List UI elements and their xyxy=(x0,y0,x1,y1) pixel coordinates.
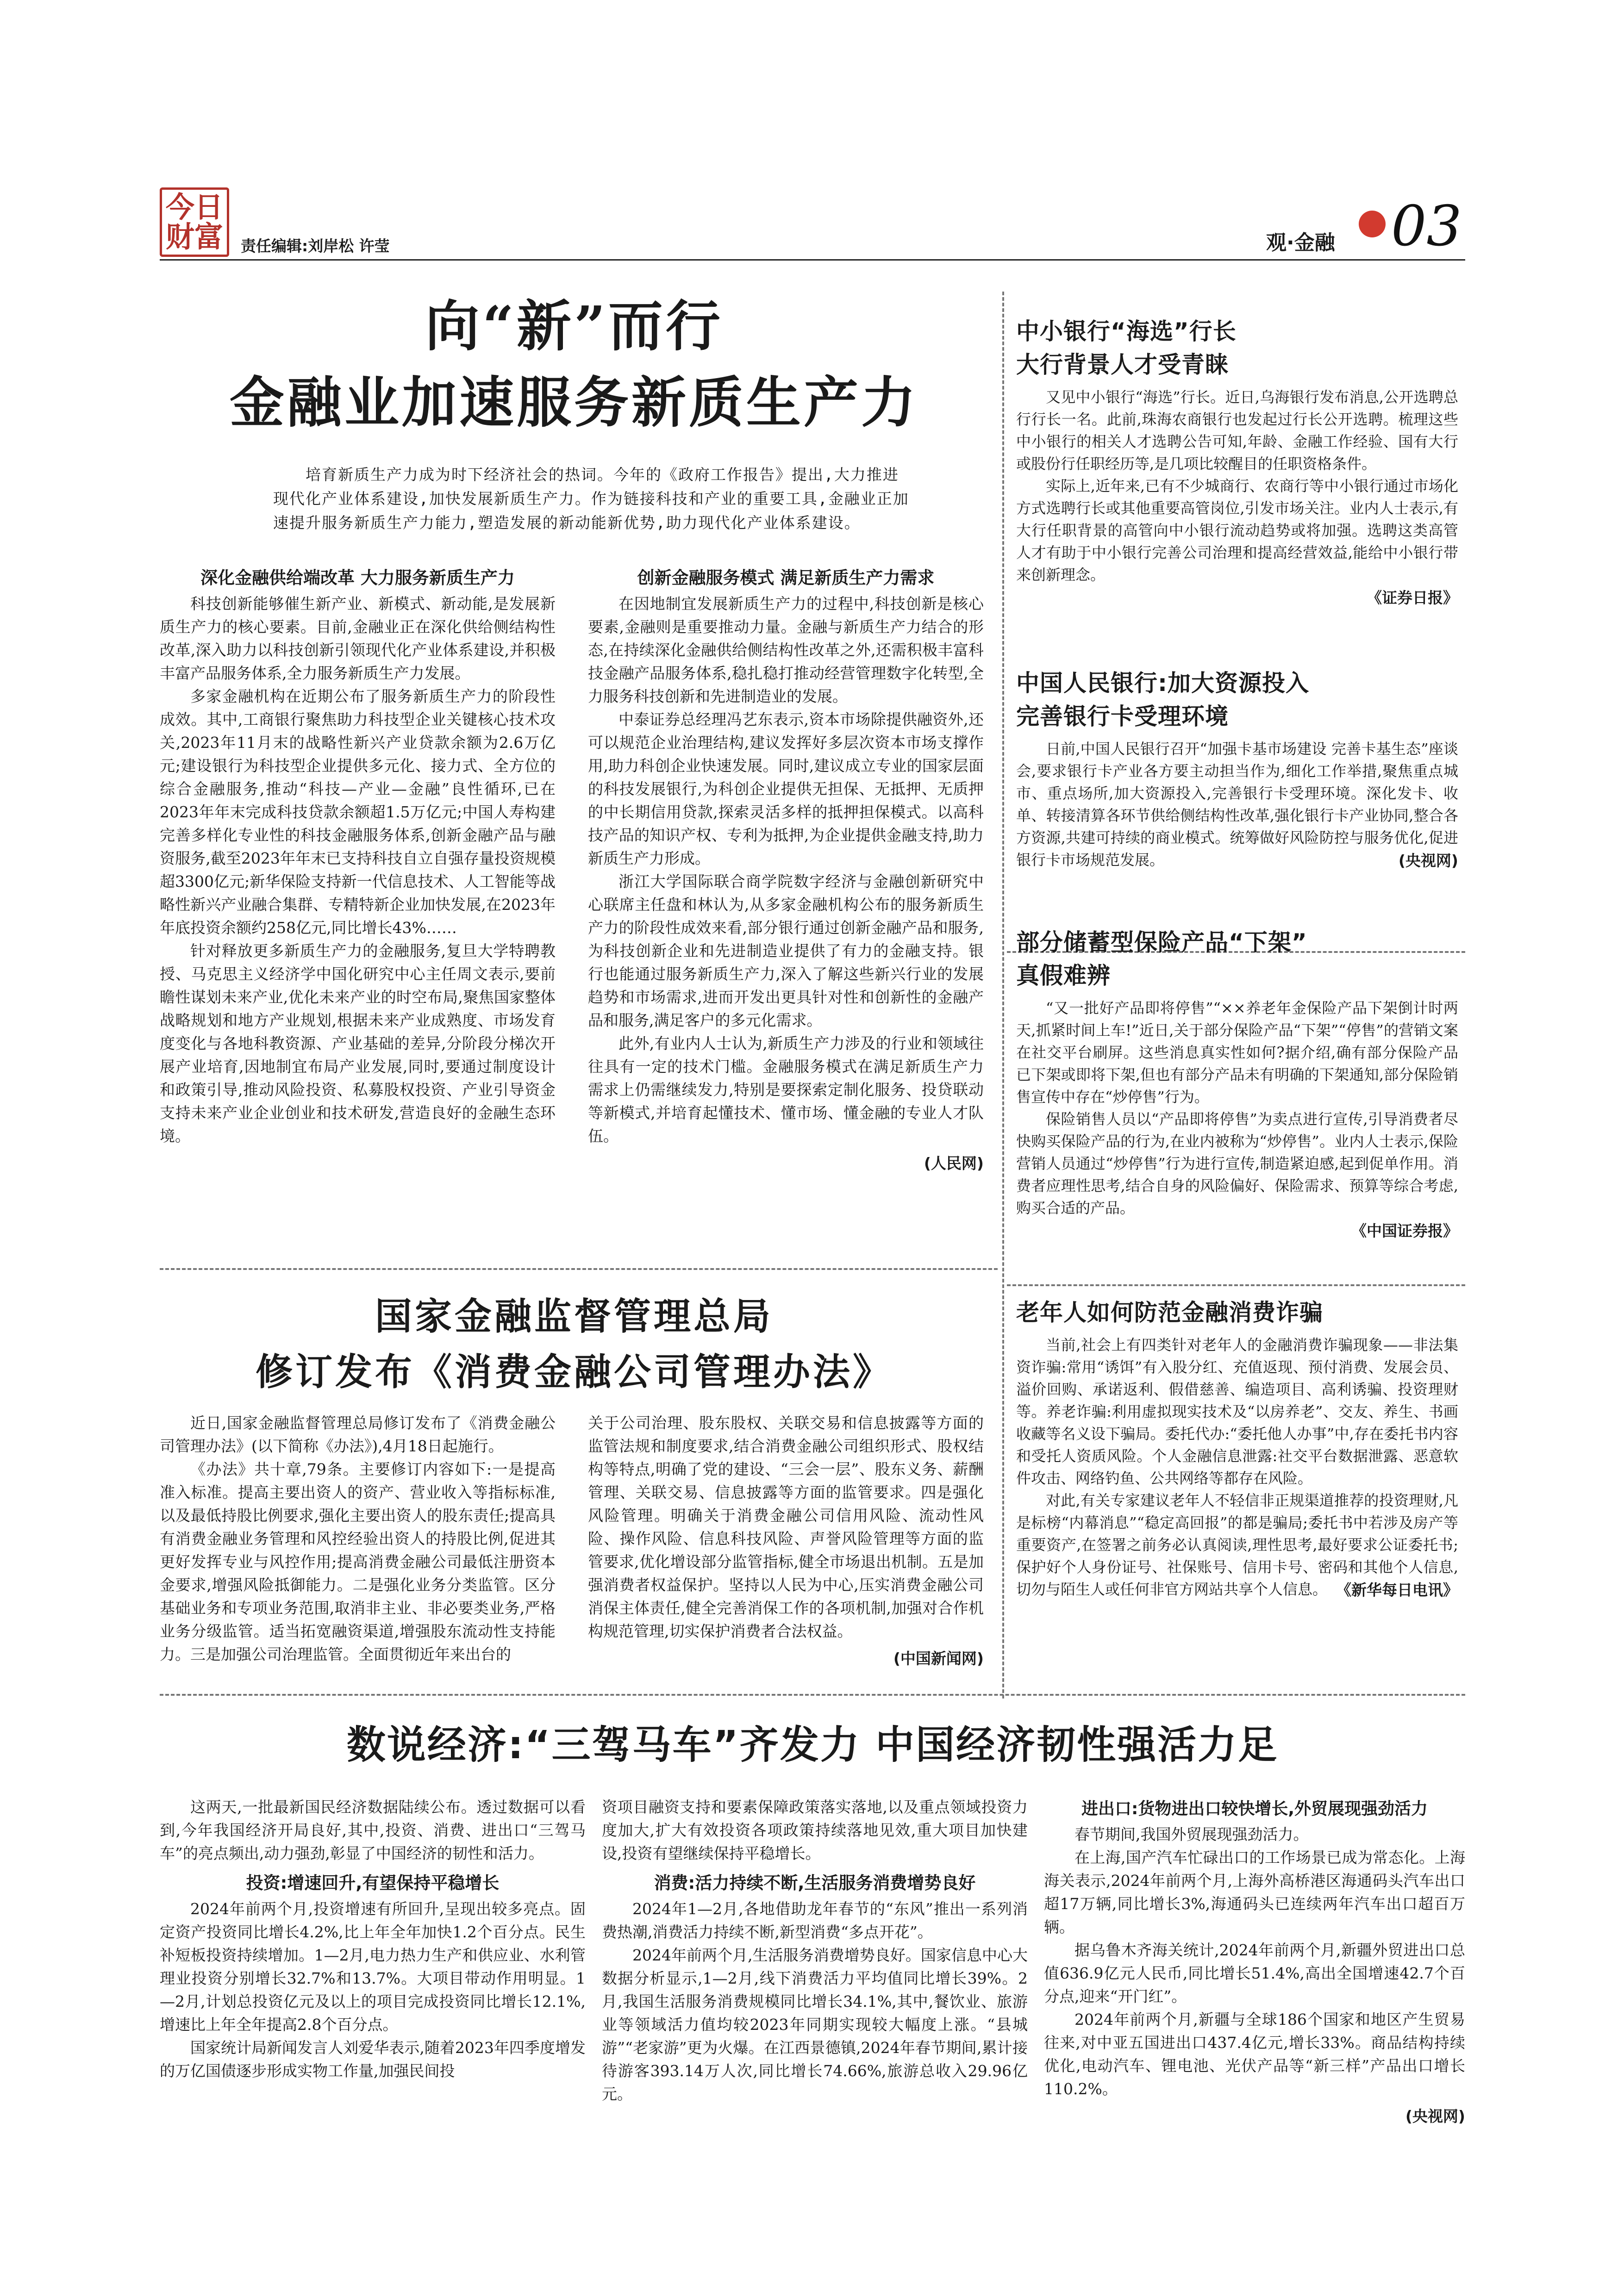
paragraph: 针对释放更多新质生产力的金融服务,复旦大学特聘教授、马克思主义经济学中国化研究中心主任周文表示,要前瞻性谋划未来产业,优化未来产业的时空布局,聚焦国家整体战略规划和地方产业规划,根据未来产业成熟度、市场发育度变化与各地科教资源、产业基础的差异,分阶段分梯次开展产业培育,因地制宜布局产业发展,同时,要通过制度设计和政策引导,推动风险投资、私募股权投资、产业引导资金支持未来产业企业创业和技术研发,营造良好的金融生态环境。 xyxy=(160,942,556,1145)
sidebar-article-1 xyxy=(1016,315,1458,608)
article-source: 《中国证券报》 xyxy=(1351,1222,1458,1240)
regulation-title-2: 修订发布《消费金融公司管理办法》 xyxy=(256,1350,893,1394)
article-source: (央视网) xyxy=(1398,852,1458,870)
paragraph: 2024年1—2月,各地借助龙年春节的“东风”推出一系列消费热潮,消费活力持续不断,新型消费“多点开花”。 xyxy=(602,1900,1028,1941)
article-title-line: 大行背景人才受青睐 xyxy=(1016,351,1229,378)
section-label: 观·金融 xyxy=(1266,231,1335,255)
article-title-line: 真假难辨 xyxy=(1016,962,1111,989)
article-title-line: 部分储蓄型保险产品“下架” xyxy=(1016,929,1307,956)
paragraph: 保险销售人员以“产品即将停售”为卖点进行宣传,引导消费者尽快购买保险产品的行为,在业内被称为“炒停售”。业内人士表示,保险营销人员通过“炒停售”行为进行宣传,制造紧迫感,起到促单作用。消费者应理性思考,结合自身的风险偏好、保险需求、预算等综合考虑,购买合适的产品。 xyxy=(1016,1110,1458,1217)
paragraph: 又见中小银行“海选”行长。近日,乌海银行发布消息,公开选聘总行行长一名。此前,珠海农商银行也发起过行长公开选聘。梳理这些中小银行的相关人才选聘公告可知,年龄、金融工作经验、国有大行或股份行任职经历等,是几项比较醒目的任职资格条件。 xyxy=(1016,388,1458,473)
paragraph: 2024年前两个月,生活服务消费增势良好。国家信息中心大数据分析显示,1—2月,线下消费活力平均值同比增长39%。2月,我国生活服务消费规模同比增长34.1%,其中,餐饮业、旅游业等领域活力值均较2023年同期实现较大幅度上涨。“县城游”“老家游”更为火爆。在江西景德镇,2024年春节期间,累计接待游客393.14万人次,同比增长74.66%,旅游总收入29.96亿元。 xyxy=(602,1946,1028,2103)
feature-source: (人民网) xyxy=(924,1154,984,1172)
economy-subheading: 进出口:货物进出口较快增长,外贸展现强劲活力 xyxy=(1081,1799,1428,1818)
paragraph: 当前,社会上有四类针对老年人的金融消费诈骗现象——非法集资诈骗:常用“诱饵”有入股分红、充值返现、预付消费、发展会员、溢价回购、承诺返利、假借慈善、编造项目、高利诱骗、投资理财等。养老诈骗:利用虚拟现实技术及“以房养老”、交友、养生、书画收藏等名义设下骗局。委托代办:“委托他人办事”中,存在委托书内容和受托人资质风险。个人金融信息泄露:社交平台数据泄露、恶意软件攻击、网络钓鱼、公共网络等都存在风险。 xyxy=(1016,1336,1458,1487)
article-title-line: 中小银行“海选”行长 xyxy=(1016,318,1237,345)
paragraph: 中泰证券总经理冯艺东表示,资本市场除提供融资外,还可以规范企业治理结构,建议发挥好多层次资本市场支撑作用,助力科创企业快速发展。同时,建议成立专业的国家层面的科技发展银行,为科创企业提供无担保、无抵押、无质押的中长期信用贷款,探索灵活多样的抵押担保模式。以高科技产品的知识产权、专利为抵押,为企业提供金融支持,助力新质生产力形成。 xyxy=(588,710,984,867)
article-source: 《新华每日电讯》 xyxy=(1336,1581,1458,1599)
section-divider xyxy=(160,1268,998,1270)
logo-text: 今日财富 xyxy=(165,190,223,254)
economy-col2 xyxy=(602,1796,1028,2106)
paragraph: 关于公司治理、股东股权、关联交易和信息披露等方面的监管法规和制度要求,结合消费金融公司组织形式、股权结构等特点,明确了党的建设、“三会一层”、股东义务、薪酬管理、关联交易、信息披露等方面的监管要求。四是强化风险管理。明确关于消费金融公司信用风险、流动性风险、操作风险、信息科技风险、声誉风险管理等方面的监管要求,优化增设部分监管指标,健全市场退出机制。五是加强消费者权益保护。坚持以人民为中心,压实消费金融公司消保主体责任,健全完善消保工作的各项机制,加强对合作机构规范管理,切实保护消费者合法权益。 xyxy=(588,1414,984,1640)
paragraph: 在因地制宜发展新质生产力的过程中,科技创新是核心要素,金融则是重要推动力量。金融与新质生产力结合的形态,在持续深化金融供给侧结构性改革之外,还需积极丰富科技金融产品服务体系,稳扎稳打推动经营管理数字化转型,全力服务科技创新和先进制造业的发展。 xyxy=(588,595,984,705)
paragraph: 2024年前两个月,新疆与全球186个国家和地区产生贸易往来,对中亚五国进出口437.4亿元,增长33%。商品结构持续优化,电动汽车、锂电池、光伏产品等“新三样”产品出口增长110.2%。 xyxy=(1044,2010,1465,2098)
economy-title: 数说经济:“三驾马车”齐发力 中国经济韧性强活力足 xyxy=(346,1722,1279,1767)
article-title xyxy=(1016,926,1458,992)
paragraph: 国家统计局新闻发言人刘爱华表示,随着2023年四季度增发的万亿国债逐步形成实物工作量,加强民间投 xyxy=(160,2039,586,2080)
regulation-col2 xyxy=(588,1412,984,1668)
economy-subheading: 消费:活力持续不断,生活服务消费增势良好 xyxy=(654,1873,976,1893)
paragraph: 科技创新能够催生新产业、新模式、新动能,是发展新质生产力的核心要素。目前,金融业正在深化供给侧结构性改革,深入助力以科技创新引领现代化产业体系建设,并积极丰富产品服务体系,全力服务新质生产力发展。 xyxy=(160,595,556,682)
feature-intro: 培育新质生产力成为时下经济社会的热词。今年的《政府工作报告》提出,大力推进现代化产业体系建设,加快发展新质生产力。作为链接科技和产业的重要工具,金融业正加速提升服务新质生产力能力,塑造发展的新动能新优势,助力现代化产业体系建设。 xyxy=(273,466,909,532)
page-number: 03 xyxy=(1391,194,1462,259)
economy-source: (央视网) xyxy=(1405,2107,1465,2125)
sidebar-article-4 xyxy=(1016,1296,1458,1600)
article-title xyxy=(1016,315,1458,381)
paragraph: 多家金融机构在近期公布了服务新质生产力的阶段性成效。其中,工商银行聚焦助力科技型企业关键核心技术攻关,2023年11月末的战略性新兴产业贷款余额为2.6万亿元;建设银行为科技型企业提供多元化、接力式、全方位的综合金融服务,推动“科技—产业—金融”良性循环,已在2023年年末完成科技贷款余额超1.5万亿元;中国人寿构建完善多样化专业性的科技金融服务体系,创新金融产品与融资服务,截至2023年年末已支持科技自立自强存量投资规模超3300亿元;新华保险支持新一代信息技术、人工智能等战略性新兴产业融合集群、专精特新企业加快发展,在2023年年底投资余额约258亿元,同比增长43%…… xyxy=(160,687,556,937)
feature-col2-heading: 创新金融服务模式 满足新质生产力需求 xyxy=(637,568,935,588)
paragraph: 资项目融资支持和要素保障政策落实落地,以及重点领域投资力度加大,扩大有效投资各项政策持续落地见效,重大项目加快建设,投资有望继续保持平稳增长。 xyxy=(602,1798,1028,1862)
regulation-col1 xyxy=(160,1412,556,1666)
sidebar-article-2 xyxy=(1016,666,1458,871)
sidebar-article-3 xyxy=(1016,926,1458,1241)
feature-col1 xyxy=(160,564,556,1148)
economy-subheading: 投资:增速回升,有望保持平稳增长 xyxy=(246,1873,500,1893)
sidebar-divider xyxy=(1007,1284,1465,1286)
paragraph: 《办法》共十章,79条。主要修订内容如下:一是提高准入标准。提高主要出资人的资产、营业收入等指标标准,以及最低持股比例要求,强化主要出资人的股东责任;提高具有消费金融业务管理和风控经验出资人的持股比例,促进其更好发挥专业与风控作用;提高消费金融公司最低注册资本金要求,增强风险抵御能力。二是强化业务分类监管。区分基础业务和专项业务范围,取消非主业、非必要类业务,严格业务分级监管。适当拓宽融资渠道,增强股东流动性支持能力。三是加强公司治理监管。全面贯彻近年来出台的 xyxy=(160,1460,556,1663)
feature-col1-heading: 深化金融供给端改革 大力服务新质生产力 xyxy=(200,568,515,588)
paragraph: 近日,国家金融监督管理总局修订发布了《消费金融公司管理办法》(以下简称《办法》),4月18日起施行。 xyxy=(160,1414,556,1455)
feature-col2 xyxy=(588,564,984,1173)
feature-title-1: 向“新”而行 xyxy=(425,294,723,358)
article-title-line: 老年人如何防范金融消费诈骗 xyxy=(1016,1299,1323,1326)
masthead-logo xyxy=(160,187,229,257)
article-title-line: 完善银行卡受理环境 xyxy=(1016,703,1229,730)
section-badge-icon xyxy=(1359,211,1386,237)
paragraph: 日前,中国人民银行召开“加强卡基市场建设 完善卡基生态”座谈会,要求银行卡产业各方要主动担当作为,细化工作举措,聚焦重点城市、重点场所,加大资源投入,完善银行卡受理环境。深化发卡、收单、转接清算各环节供给侧结构性改革,强化银行卡产业协同,整合各方资源,共建可持续的商业模式。统筹做好风险防控与服务优化,促进银行卡市场规范发展。 xyxy=(1016,740,1458,869)
header-rule xyxy=(160,259,1465,261)
regulation-source: (中国新闻网) xyxy=(893,1649,984,1668)
paragraph: 在上海,国产汽车忙碌出口的工作场景已成为常态化。上海海关表示,2024年前两个月,上海外高桥港区海通码头汽车出口超17万辆,同比增长3%,海通码头已连续两年汽车出口超百万辆。 xyxy=(1044,1848,1465,1936)
paragraph: 对此,有关专家建议老年人不轻信非正规渠道推荐的投资理财,凡是标榜“内幕消息”“稳定高回报”的都是骗局;委托书中若涉及房产等重要资产,在签署之前务必认真阅读,理性思考,最好要求公证委托书;保护好个人身份证号、社保账号、信用卡号、密码和其他个人信息,切勿与陌生人或任何非官方网站共享个人信息。 xyxy=(1016,1492,1458,1598)
paragraph: 浙江大学国际联合商学院数字经济与金融创新研究中心联席主任盘和林认为,从多家金融机构公布的服务新质生产力的阶段性成效来看,部分银行通过创新金融产品和服务,为科技创新企业和先进制造业提供了有力的金融支持。银行也能通过服务新质生产力,深入了解这些新兴行业的发展趋势和市场需求,进而开发出更具针对性和创新性的金融产品和服务,满足客户的多元化需求。 xyxy=(588,872,984,1029)
regulation-title-1: 国家金融监督管理总局 xyxy=(375,1295,773,1338)
feature-title-2: 金融业加速服务新质生产力 xyxy=(229,370,918,435)
paragraph: 据乌鲁木齐海关统计,2024年前两个月,新疆外贸进出口总值636.9亿元人民币,同比增长51.4%,高出全国增速42.7个百分点,迎来“开门红”。 xyxy=(1044,1941,1465,2005)
paragraph: 春节期间,我国外贸展现强劲活力。 xyxy=(1074,1825,1309,1843)
paragraph: 2024年前两个月,投资增速有所回升,呈现出较多亮点。固定资产投资同比增长4.2%,比上年全年加快1.2个百分点。民生补短板投资持续增加。1—2月,电力热力生产和供应业、水利管理业投资分别增长32.7%和13.7%。大项目带动作用明显。1—2月,计划总投资亿元及以上的项目完成投资同比增长12.1%,增速比上年全年提高2.8个百分点。 xyxy=(160,1900,586,2034)
economy-col1 xyxy=(160,1796,586,2083)
paragraph: 此外,有业内人士认为,新质生产力涉及的行业和领域往往具有一定的技术门槛。金融服务模式在满足新质生产力需求上仍需继续发力,特别是要探索定制化服务、投贷联动等新模式,并培育起懂技术、懂市场、懂金融的专业人才队伍。 xyxy=(588,1034,984,1145)
article-title xyxy=(1016,666,1458,733)
column-divider xyxy=(1002,292,1004,1699)
economy-col3 xyxy=(1044,1796,1465,2126)
article-title xyxy=(1016,1296,1458,1329)
paragraph: 这两天,一批最新国民经济数据陆续公布。透过数据可以看到,今年我国经济开局良好,其中,投资、消费、进出口“三驾马车”的亮点频出,动力强劲,彰显了中国经济的韧性和活力。 xyxy=(160,1798,586,1862)
editor-credit: 责任编辑:刘岸松 许莹 xyxy=(241,237,390,255)
paragraph: “又一批好产品即将停售”“××养老年金保险产品下架倒计时两天,抓紧时间上车!”近日,关于部分保险产品“下架”“停售”的营销文案在社交平台刷屏。这些消息真实性如何?据介绍,确有部分保险产品已下架或即将下架,但也有部分产品未有明确的下架通知,部分保险销售宣传中存在“炒停售”行为。 xyxy=(1016,999,1458,1106)
article-source: 《证券日报》 xyxy=(1367,589,1458,607)
section-divider xyxy=(160,1694,1465,1696)
paragraph: 实际上,近年来,已有不少城商行、农商行等中小银行通过市场化方式选聘行长或其他重要高管岗位,引发市场关注。业内人士表示,有大行任职背景的高管向中小银行流动趋势或将加强。选聘这类高管人才有助于中小银行完善公司治理和提高经营效益,能给中小银行带来创新理念。 xyxy=(1016,477,1458,584)
article-title-line: 中国人民银行:加大资源投入 xyxy=(1016,670,1309,697)
